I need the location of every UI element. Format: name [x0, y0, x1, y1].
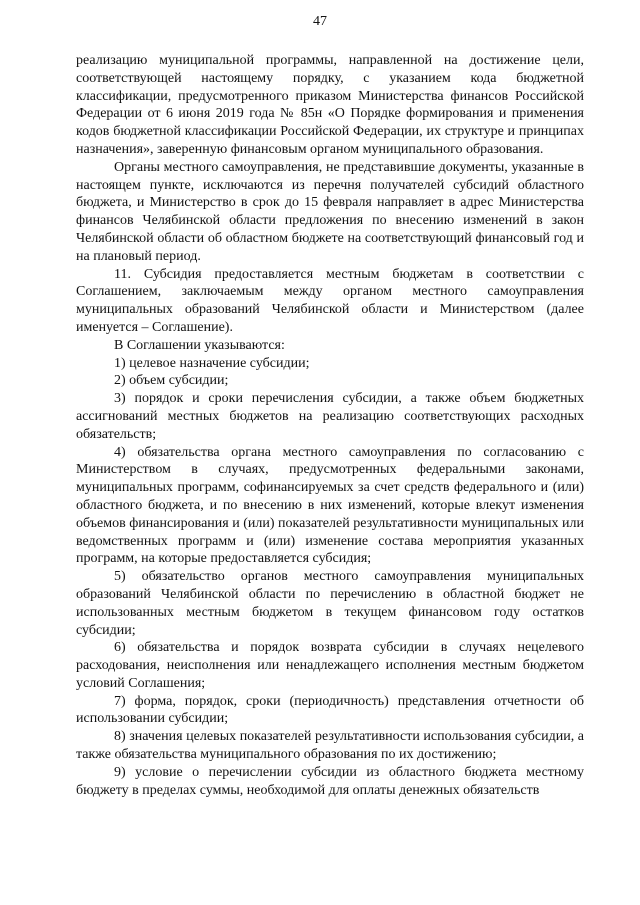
list-item: 5) обязательство органов местного самоуправления муниципальных образований Челябинской области по перечислению в областной бюджет не использованных местным бюджетом в текущем финансовом году остатков субсидии;: [76, 569, 584, 638]
list-item: 2) объем субсидии;: [114, 373, 229, 389]
list-item: 8) значения целевых показателей результативности использования субсидии, а также обязательства муниципального образования по их достижению;: [76, 729, 584, 763]
list-item: 7) форма, порядок, сроки (периодичность) представления отчетности об использовании субсидии;: [76, 693, 584, 727]
page-number: 47: [313, 14, 327, 29]
document-body: [76, 52, 584, 799]
list-item: 1) целевое назначение субсидии;: [114, 355, 310, 371]
paragraph: В Соглашении указываются:: [114, 337, 285, 353]
list-item: 9) условие о перечислении субсидии из областного бюджета местному бюджету в пределах суммы, необходимой для оплаты денежных обязательств: [76, 764, 584, 798]
list-item: 6) обязательства и порядок возврата субсидии в случаях нецелевого расходования, неисполнения или ненадлежащего исполнения местным бюджетом условий Соглашения;: [76, 640, 584, 691]
list-item: 4) обязательства органа местного самоуправления по согласованию с Министерством в случаях, предусмотренных федеральными законами, муниципальных программ, софинансируемых за счет средств федерального и (или) областного бюджета, и по внесению в них изменений, которые влекут изменения объемов финансирования и (или) показателей результативности муниципальных или ведомственных программ и (или) изменение состава мероприятия указанных программ, на которые предоставляется субсидия;: [76, 444, 584, 567]
paragraph: Органы местного самоуправления, не представившие документы, указанные в настоящем пункте, исключаются из перечня получателей субсидий областного бюджета, и Министерство в срок до 15 февраля направляет в адрес Министерства финансов Челябинской области предложения по внесению изменений в закон Челябинской области об областном бюджете на соответствующий финансовый год и на плановый период.: [76, 159, 584, 264]
list-item: 3) порядок и сроки перечисления субсидии, а также объем бюджетных ассигнований местных бюджетов на реализацию соответствующих расходных обязательств;: [76, 391, 584, 442]
paragraph: реализацию муниципальной программы, направленной на достижение цели, соответствующей настоящему порядку, с указанием кода бюджетной классификации, предусмотренного приказом Министерства финансов Российской Федерации от 6 июня 2019 года № 85н «О Порядке формирования и применения кодов бюджетной классификации Российской Федерации, их структуре и принципах назначения», заверенную финансовым органом муниципального образования.: [76, 53, 584, 157]
paragraph: 11. Субсидия предоставляется местным бюджетам в соответствии с Соглашением, заключаемым между органом местного самоуправления муниципальных образований Челябинской области и Министерством (далее именуется – Соглашение).: [76, 266, 584, 335]
